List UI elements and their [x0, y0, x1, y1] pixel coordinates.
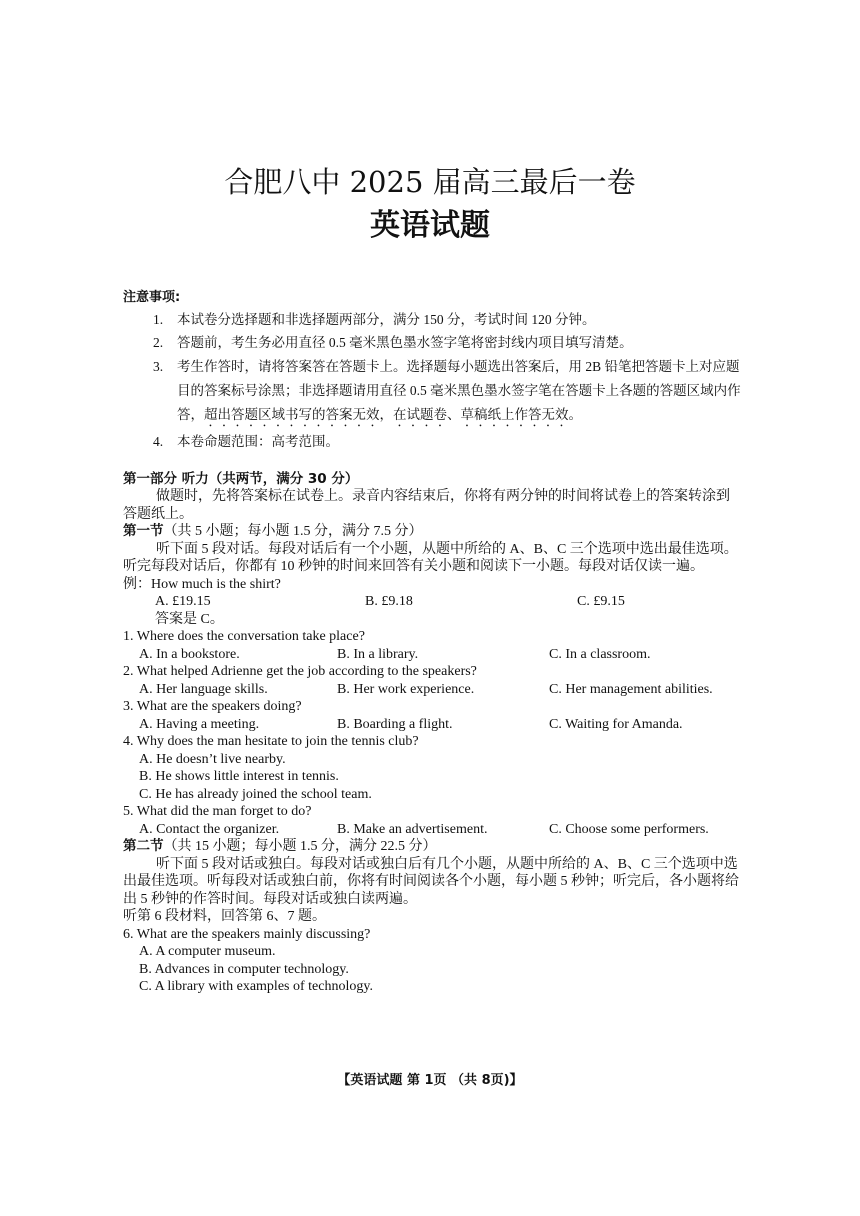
- question-2: 2. What helped Adrienne get the job according to the speakers?: [123, 664, 477, 679]
- options-3: A. Having a meeting. B. Boarding a flight. C. Waiting for Amanda.: [139, 716, 683, 732]
- question-5: 5. What did the man forget to do?: [123, 804, 312, 819]
- page-footer: 【英语试题 第 1页 （共 8页)】: [337, 1073, 523, 1088]
- options-1: A. In a bookstore. B. In a library. C. In a classroom.: [139, 646, 651, 662]
- notice-item: 4. 本卷命题范围：高考范围。: [153, 433, 339, 449]
- example-question: 例：How much is the shirt?: [123, 576, 281, 592]
- example-answer: 答案是 C。: [155, 611, 224, 627]
- question-4: 4. Why does the man hesitate to join the tennis club?: [123, 734, 419, 749]
- section2-heading: 第二节（共 15 小题；每小题 1.5 分，满分 22.5 分）: [123, 838, 437, 854]
- subject-title: 英语试题: [370, 208, 490, 243]
- example-options: A. £19.15 B. £9.18 C. £9.15: [155, 594, 625, 609]
- exam-title: 合肥八中 2025 届高三最后一卷: [224, 165, 636, 199]
- options-5: A. Contact the organizer. B. Make an advertisement. C. Choose some performers.: [139, 821, 709, 837]
- options-4: A. He doesn’t live nearby. B. He shows little interest in tennis. C. He has already joined the school team.: [139, 751, 372, 802]
- notice-item: 3. 考生作答时，请将答案答在答题卡上。选择题每小题选出答案后，用 2B 铅笔把答题卡上对应题目的答案标号涂黑；非选择题请用直径 0.5 毫米黑色墨水签字笔在答题卡上各题的答题区域内作答，超出答题区域书写的答案无效，在试题卷、草稿纸上作答无效。: [153, 358, 741, 422]
- question-3: 3. What are the speakers doing?: [123, 699, 302, 714]
- options-6: A. A computer museum. B. Advances in computer technology. C. A library with examples of technology.: [139, 944, 373, 994]
- options-2: A. Her language skills. B. Her work experience. C. Her management abilities.: [139, 681, 713, 697]
- emphasized-warning: 超出答题区域书写的答案无效，在试题卷、草稿纸上作答无效: [204, 406, 569, 422]
- notice-heading: 注意事项:: [123, 290, 181, 305]
- part1-intro: 做题时，先将答案标在试卷上。录音内容结束后，你将有两分钟的时间将试卷上的答案转涂到答题纸上。: [123, 489, 730, 522]
- exam-content: [123, 289, 743, 996]
- material-note: 听第 6 段材料，回答第 6、7 题。: [123, 909, 326, 924]
- notice-list: [123, 309, 743, 453]
- question-6: 6. What are the speakers mainly discussing?: [123, 926, 371, 942]
- part1-heading: 第一部分 听力（共两节，满分 30 分）: [123, 470, 359, 487]
- section1-intro: 听下面 5 段对话。每段对话后有一个小题，从题中所给的 A、B、C 三个选项中选出最佳选项。听完每段对话后，你都有 10 秒钟的时间来回答有关小题和阅读下一小题。每段对话仅读一遍。: [123, 541, 738, 574]
- notice-item: 2. 答题前，考生务必用直径 0.5 毫米黑色墨水签字笔将密封线内项目填写清楚。: [153, 334, 633, 350]
- notice-item: 1. 本试卷分选择题和非选择题两部分，满分 150 分，考试时间 120 分钟。: [153, 311, 596, 327]
- section2-intro: 听下面 5 段对话或独白。每段对话或独白后有几个小题，从题中所给的 A、B、C 三个选项中选出最佳选项。听每段对话或独白前，你将有时间阅读各个小题，每小题 5 秒钟；听完后，各小题将给出 5 秒钟的作答时间。每段对话或独白读两遍。: [123, 856, 739, 907]
- section1-heading: 第一节（共 5 小题；每小题 1.5 分，满分 7.5 分）: [123, 523, 423, 539]
- question-1: 1. Where does the conversation take place?: [123, 629, 365, 644]
